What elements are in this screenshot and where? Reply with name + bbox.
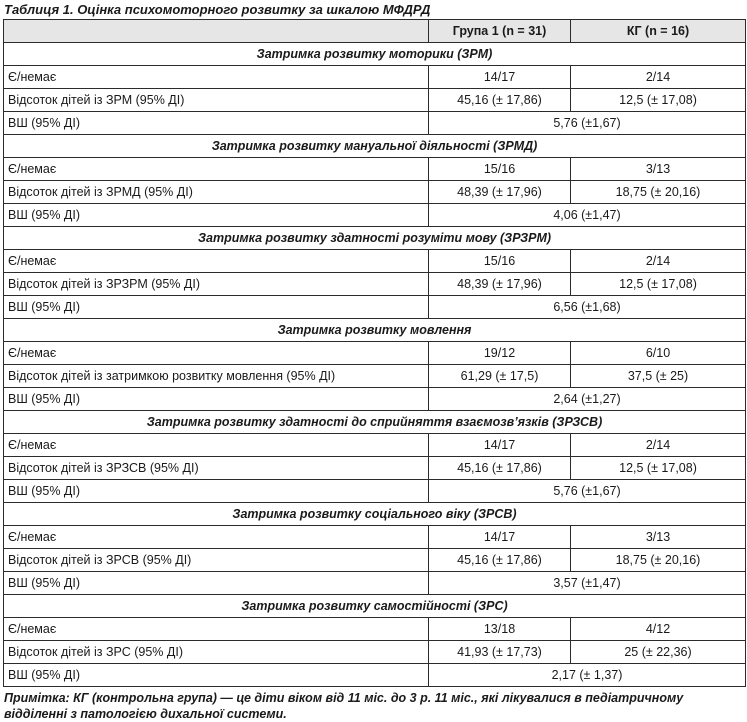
group1-value: 14/17 (429, 434, 571, 457)
control-group-value: 3/13 (571, 158, 746, 181)
odds-ratio-row (4, 204, 746, 227)
header-row (4, 20, 746, 43)
control-group-value: 6/10 (571, 342, 746, 365)
row-label: Відсоток дітей із затримкою розвитку мовлення (95% ДІ) (4, 365, 429, 388)
group1-value: 14/17 (429, 66, 571, 89)
group1-value: 45,16 (± 17,86) (429, 549, 571, 572)
group1-value: 13/18 (429, 618, 571, 641)
odds-ratio-row (4, 480, 746, 503)
odds-ratio-row (4, 296, 746, 319)
header-group1: Група 1 (n = 31) (429, 20, 571, 43)
table-row (4, 434, 746, 457)
section-title: Затримка розвитку здатності до сприйняття взаємозв’язків (ЗРЗСВ) (4, 411, 746, 434)
odds-ratio-value: 5,76 (±1,67) (429, 112, 746, 135)
control-group-value: 2/14 (571, 66, 746, 89)
odds-ratio-row (4, 664, 746, 687)
odds-ratio-label: ВШ (95% ДІ) (4, 480, 429, 503)
table-row (4, 365, 746, 388)
section-header-row (4, 411, 746, 434)
control-group-value: 25 (± 22,36) (571, 641, 746, 664)
section-header-row (4, 595, 746, 618)
control-group-value: 18,75 (± 20,16) (571, 549, 746, 572)
row-label: Відсоток дітей із ЗРМ (95% ДІ) (4, 89, 429, 112)
group1-value: 61,29 (± 17,5) (429, 365, 571, 388)
control-group-value: 12,5 (± 17,08) (571, 89, 746, 112)
group1-value: 19/12 (429, 342, 571, 365)
section-title: Затримка розвитку моторики (ЗРМ) (4, 43, 746, 66)
section-header-row (4, 227, 746, 250)
table-row (4, 158, 746, 181)
odds-ratio-row (4, 112, 746, 135)
row-label: Відсоток дітей із ЗРМД (95% ДІ) (4, 181, 429, 204)
row-label: Відсоток дітей із ЗРЗРМ (95% ДІ) (4, 273, 429, 296)
section-title: Затримка розвитку соціального віку (ЗРСВ) (4, 503, 746, 526)
control-group-value: 3/13 (571, 526, 746, 549)
odds-ratio-value: 4,06 (±1,47) (429, 204, 746, 227)
table-row (4, 181, 746, 204)
section-header-row (4, 43, 746, 66)
control-group-value: 12,5 (± 17,08) (571, 273, 746, 296)
section-title: Затримка розвитку здатності розуміти мову (ЗРЗРМ) (4, 227, 746, 250)
odds-ratio-label: ВШ (95% ДІ) (4, 112, 429, 135)
table-caption: Таблиця 1. Оцінка психомоторного розвитку за шкалою МФДРД (4, 2, 431, 17)
row-label: Є/немає (4, 342, 429, 365)
group1-value: 48,39 (± 17,96) (429, 273, 571, 296)
odds-ratio-label: ВШ (95% ДІ) (4, 664, 429, 687)
odds-ratio-label: ВШ (95% ДІ) (4, 204, 429, 227)
row-label: Відсоток дітей із ЗРСВ (95% ДІ) (4, 549, 429, 572)
table-row (4, 89, 746, 112)
section-header-row (4, 319, 746, 342)
control-group-value: 2/14 (571, 434, 746, 457)
odds-ratio-label: ВШ (95% ДІ) (4, 572, 429, 595)
odds-ratio-value: 2,64 (±1,27) (429, 388, 746, 411)
group1-value: 41,93 (± 17,73) (429, 641, 571, 664)
header-control-group: КГ (n = 16) (571, 20, 746, 43)
header-empty-cell (4, 20, 429, 43)
row-label: Є/немає (4, 618, 429, 641)
row-label: Відсоток дітей із ЗРС (95% ДІ) (4, 641, 429, 664)
table-note: Примітка: КГ (контрольна група) — це діти віком від 11 міс. до 3 р. 11 міс., які лікувалися в педіатричному відділенні з патологією дихальної системи. (4, 691, 684, 721)
section-title: Затримка розвитку мануальної діяльності (ЗРМД) (4, 135, 746, 158)
group1-value: 15/16 (429, 250, 571, 273)
odds-ratio-value: 2,17 (± 1,37) (429, 664, 746, 687)
group1-value: 48,39 (± 17,96) (429, 181, 571, 204)
group1-value: 45,16 (± 17,86) (429, 89, 571, 112)
odds-ratio-label: ВШ (95% ДІ) (4, 388, 429, 411)
odds-ratio-value: 3,57 (±1,47) (429, 572, 746, 595)
table-row (4, 641, 746, 664)
table-row (4, 618, 746, 641)
odds-ratio-value: 5,76 (±1,67) (429, 480, 746, 503)
odds-ratio-row (4, 572, 746, 595)
row-label: Є/немає (4, 434, 429, 457)
row-label: Відсоток дітей із ЗРЗСВ (95% ДІ) (4, 457, 429, 480)
group1-value: 15/16 (429, 158, 571, 181)
group1-value: 45,16 (± 17,86) (429, 457, 571, 480)
odds-ratio-value: 6,56 (±1,68) (429, 296, 746, 319)
control-group-value: 12,5 (± 17,08) (571, 457, 746, 480)
table-row (4, 66, 746, 89)
table-row (4, 549, 746, 572)
control-group-value: 2/14 (571, 250, 746, 273)
control-group-value: 37,5 (± 25) (571, 365, 746, 388)
odds-ratio-row (4, 388, 746, 411)
row-label: Є/немає (4, 158, 429, 181)
row-label: Є/немає (4, 526, 429, 549)
control-group-value: 4/12 (571, 618, 746, 641)
control-group-value: 18,75 (± 20,16) (571, 181, 746, 204)
row-label: Є/немає (4, 250, 429, 273)
table-row (4, 526, 746, 549)
table-row (4, 250, 746, 273)
table-row (4, 273, 746, 296)
section-header-row (4, 503, 746, 526)
table-row (4, 342, 746, 365)
section-title: Затримка розвитку мовлення (4, 319, 746, 342)
table-row (4, 457, 746, 480)
section-header-row (4, 135, 746, 158)
group1-value: 14/17 (429, 526, 571, 549)
odds-ratio-label: ВШ (95% ДІ) (4, 296, 429, 319)
row-label: Є/немає (4, 66, 429, 89)
section-title: Затримка розвитку самостійності (ЗРС) (4, 595, 746, 618)
assessment-table (3, 19, 746, 687)
